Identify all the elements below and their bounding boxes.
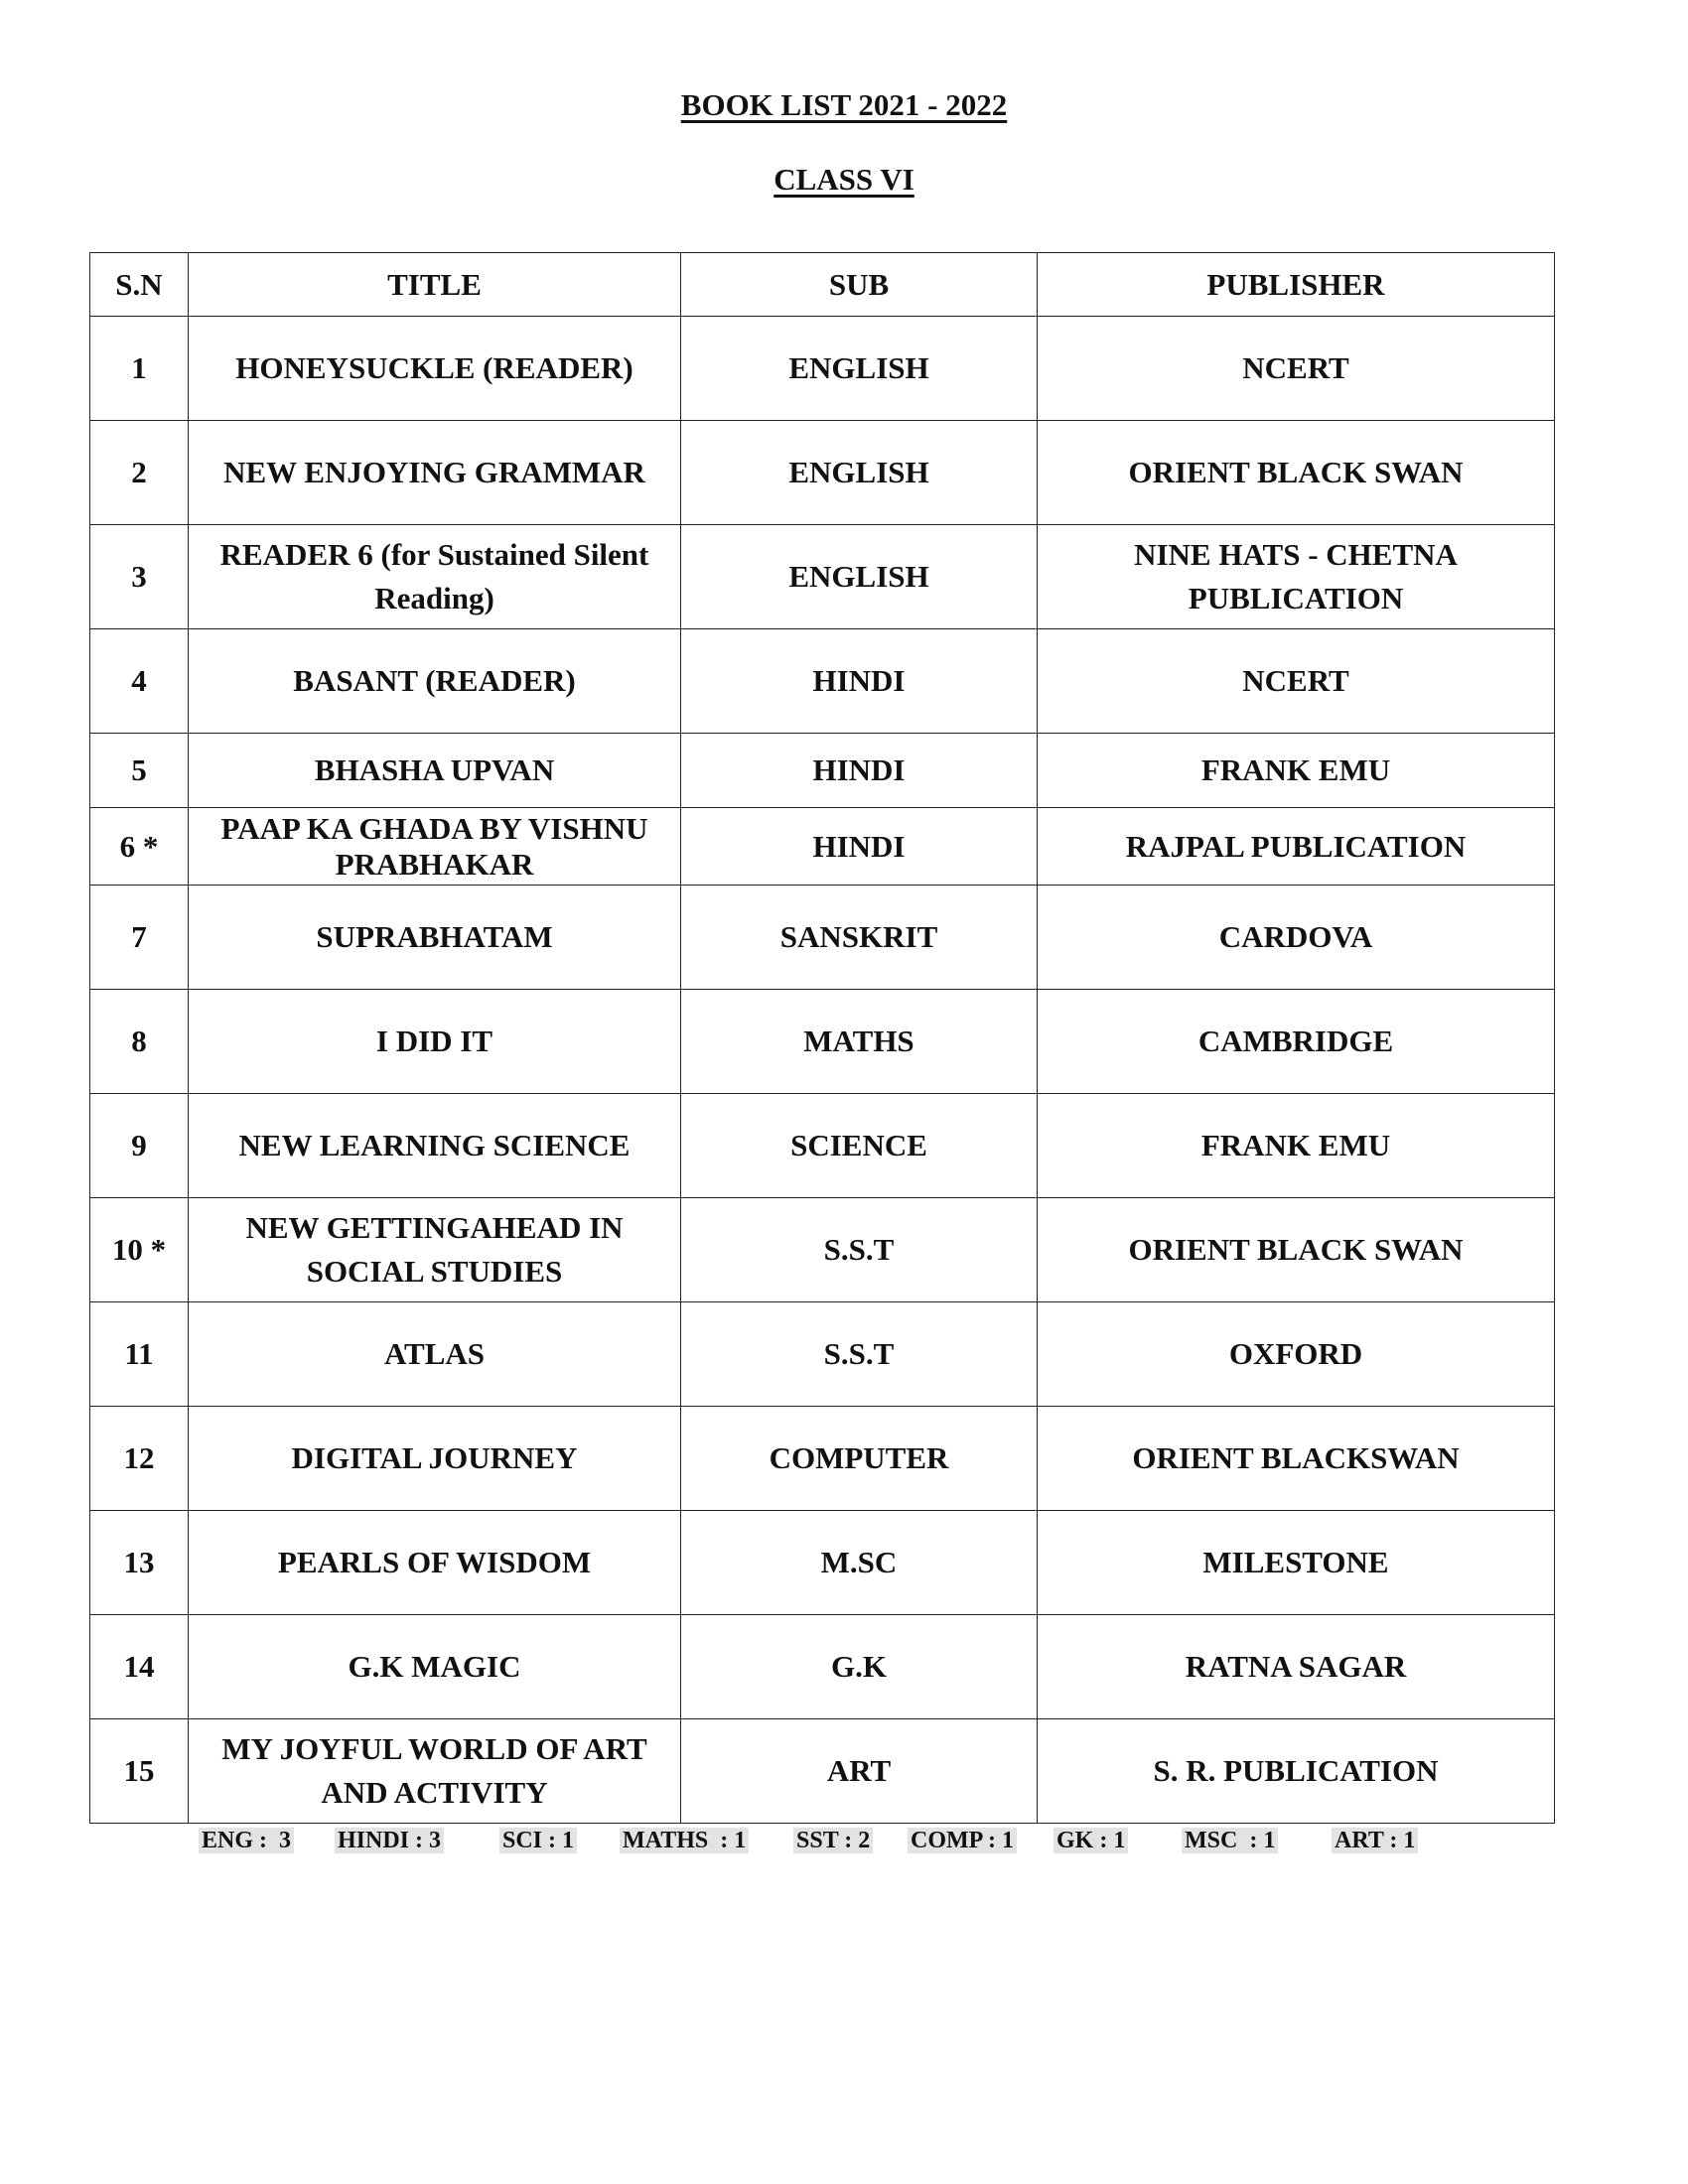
book-list-table bbox=[89, 252, 1555, 1824]
cell-sn: 9 bbox=[90, 1094, 189, 1198]
cell-title: NEW ENJOYING GRAMMAR bbox=[189, 421, 681, 525]
table-row bbox=[90, 990, 1555, 1094]
cell-sub: SANSKRIT bbox=[681, 886, 1038, 990]
cell-title: NEW GETTINGAHEAD IN SOCIAL STUDIES bbox=[189, 1198, 681, 1302]
table-row bbox=[90, 1198, 1555, 1302]
table-row bbox=[90, 886, 1555, 990]
cell-title: G.K MAGIC bbox=[189, 1615, 681, 1719]
cell-publisher: ORIENT BLACK SWAN bbox=[1038, 421, 1555, 525]
cell-publisher: RAJPAL PUBLICATION bbox=[1038, 808, 1555, 886]
table-row bbox=[90, 629, 1555, 734]
cell-sub: ENGLISH bbox=[681, 317, 1038, 421]
cell-sn: 6 * bbox=[90, 808, 189, 886]
cell-sub: SCIENCE bbox=[681, 1094, 1038, 1198]
table-header-row bbox=[90, 253, 1555, 317]
summary-art-count: ART : 1 bbox=[1332, 1828, 1418, 1853]
cell-title: HONEYSUCKLE (READER) bbox=[189, 317, 681, 421]
cell-sn: 12 bbox=[90, 1407, 189, 1511]
cell-sub: G.K bbox=[681, 1615, 1038, 1719]
cell-title: MY JOYFUL WORLD OF ART AND ACTIVITY bbox=[189, 1719, 681, 1824]
cell-sn: 7 bbox=[90, 886, 189, 990]
cell-sn: 11 bbox=[90, 1302, 189, 1407]
cell-sn: 14 bbox=[90, 1615, 189, 1719]
summary-msc-count: MSC : 1 bbox=[1182, 1828, 1278, 1853]
cell-sub: M.SC bbox=[681, 1511, 1038, 1615]
cell-title: NEW LEARNING SCIENCE bbox=[189, 1094, 681, 1198]
cell-title: BASANT (READER) bbox=[189, 629, 681, 734]
table-row bbox=[90, 421, 1555, 525]
table-row bbox=[90, 525, 1555, 629]
cell-sub: ENGLISH bbox=[681, 421, 1038, 525]
cell-publisher: FRANK EMU bbox=[1038, 734, 1555, 808]
table-row bbox=[90, 808, 1555, 886]
summary-hindi-count: HINDI : 3 bbox=[335, 1828, 444, 1853]
class-title: CLASS VI bbox=[774, 162, 914, 197]
cell-publisher: FRANK EMU bbox=[1038, 1094, 1555, 1198]
cell-sub: HINDI bbox=[681, 734, 1038, 808]
column-header-publisher: PUBLISHER bbox=[1038, 253, 1555, 317]
cell-title: I DID IT bbox=[189, 990, 681, 1094]
cell-title: ATLAS bbox=[189, 1302, 681, 1407]
cell-sub: S.S.T bbox=[681, 1198, 1038, 1302]
cell-sn: 4 bbox=[90, 629, 189, 734]
cell-title: READER 6 (for Sustained Silent Reading) bbox=[189, 525, 681, 629]
cell-sub: S.S.T bbox=[681, 1302, 1038, 1407]
column-header-sn: S.N bbox=[90, 253, 189, 317]
cell-publisher: CAMBRIDGE bbox=[1038, 990, 1555, 1094]
cell-publisher: ORIENT BLACK SWAN bbox=[1038, 1198, 1555, 1302]
subject-count-summary bbox=[0, 1828, 1688, 1853]
column-header-title: TITLE bbox=[189, 253, 681, 317]
cell-title: PAAP KA GHADA BY VISHNU PRABHAKAR bbox=[189, 808, 681, 886]
column-header-sub: SUB bbox=[681, 253, 1038, 317]
cell-title: BHASHA UPVAN bbox=[189, 734, 681, 808]
table-row bbox=[90, 317, 1555, 421]
summary-comp-count: COMP : 1 bbox=[908, 1828, 1017, 1853]
summary-sci-count: SCI : 1 bbox=[499, 1828, 577, 1853]
cell-sub: COMPUTER bbox=[681, 1407, 1038, 1511]
summary-maths-count: MATHS : 1 bbox=[620, 1828, 749, 1853]
summary-sst-count: SST : 2 bbox=[793, 1828, 873, 1853]
cell-publisher: RATNA SAGAR bbox=[1038, 1615, 1555, 1719]
cell-publisher: S. R. PUBLICATION bbox=[1038, 1719, 1555, 1824]
cell-title: PEARLS OF WISDOM bbox=[189, 1511, 681, 1615]
cell-sn: 2 bbox=[90, 421, 189, 525]
table-row bbox=[90, 734, 1555, 808]
cell-sn: 1 bbox=[90, 317, 189, 421]
cell-sub: ENGLISH bbox=[681, 525, 1038, 629]
cell-publisher: NINE HATS - CHETNA PUBLICATION bbox=[1038, 525, 1555, 629]
page-title: BOOK LIST 2021 - 2022 bbox=[680, 87, 1008, 122]
cell-publisher: CARDOVA bbox=[1038, 886, 1555, 990]
table-row bbox=[90, 1719, 1555, 1824]
cell-publisher: OXFORD bbox=[1038, 1302, 1555, 1407]
cell-sn: 10 * bbox=[90, 1198, 189, 1302]
cell-title: SUPRABHATAM bbox=[189, 886, 681, 990]
cell-sub: MATHS bbox=[681, 990, 1038, 1094]
table-row bbox=[90, 1302, 1555, 1407]
cell-sn: 8 bbox=[90, 990, 189, 1094]
cell-sub: HINDI bbox=[681, 808, 1038, 886]
table-row bbox=[90, 1407, 1555, 1511]
cell-publisher: NCERT bbox=[1038, 629, 1555, 734]
cell-sn: 5 bbox=[90, 734, 189, 808]
cell-title: DIGITAL JOURNEY bbox=[189, 1407, 681, 1511]
cell-sub: HINDI bbox=[681, 629, 1038, 734]
cell-publisher: MILESTONE bbox=[1038, 1511, 1555, 1615]
summary-gk-count: GK : 1 bbox=[1054, 1828, 1128, 1853]
cell-publisher: ORIENT BLACKSWAN bbox=[1038, 1407, 1555, 1511]
table-row bbox=[90, 1511, 1555, 1615]
cell-sn: 15 bbox=[90, 1719, 189, 1824]
cell-sn: 3 bbox=[90, 525, 189, 629]
summary-eng-count: ENG : 3 bbox=[199, 1828, 294, 1853]
cell-publisher: NCERT bbox=[1038, 317, 1555, 421]
table-row bbox=[90, 1615, 1555, 1719]
cell-sn: 13 bbox=[90, 1511, 189, 1615]
table-row bbox=[90, 1094, 1555, 1198]
cell-sub: ART bbox=[681, 1719, 1038, 1824]
